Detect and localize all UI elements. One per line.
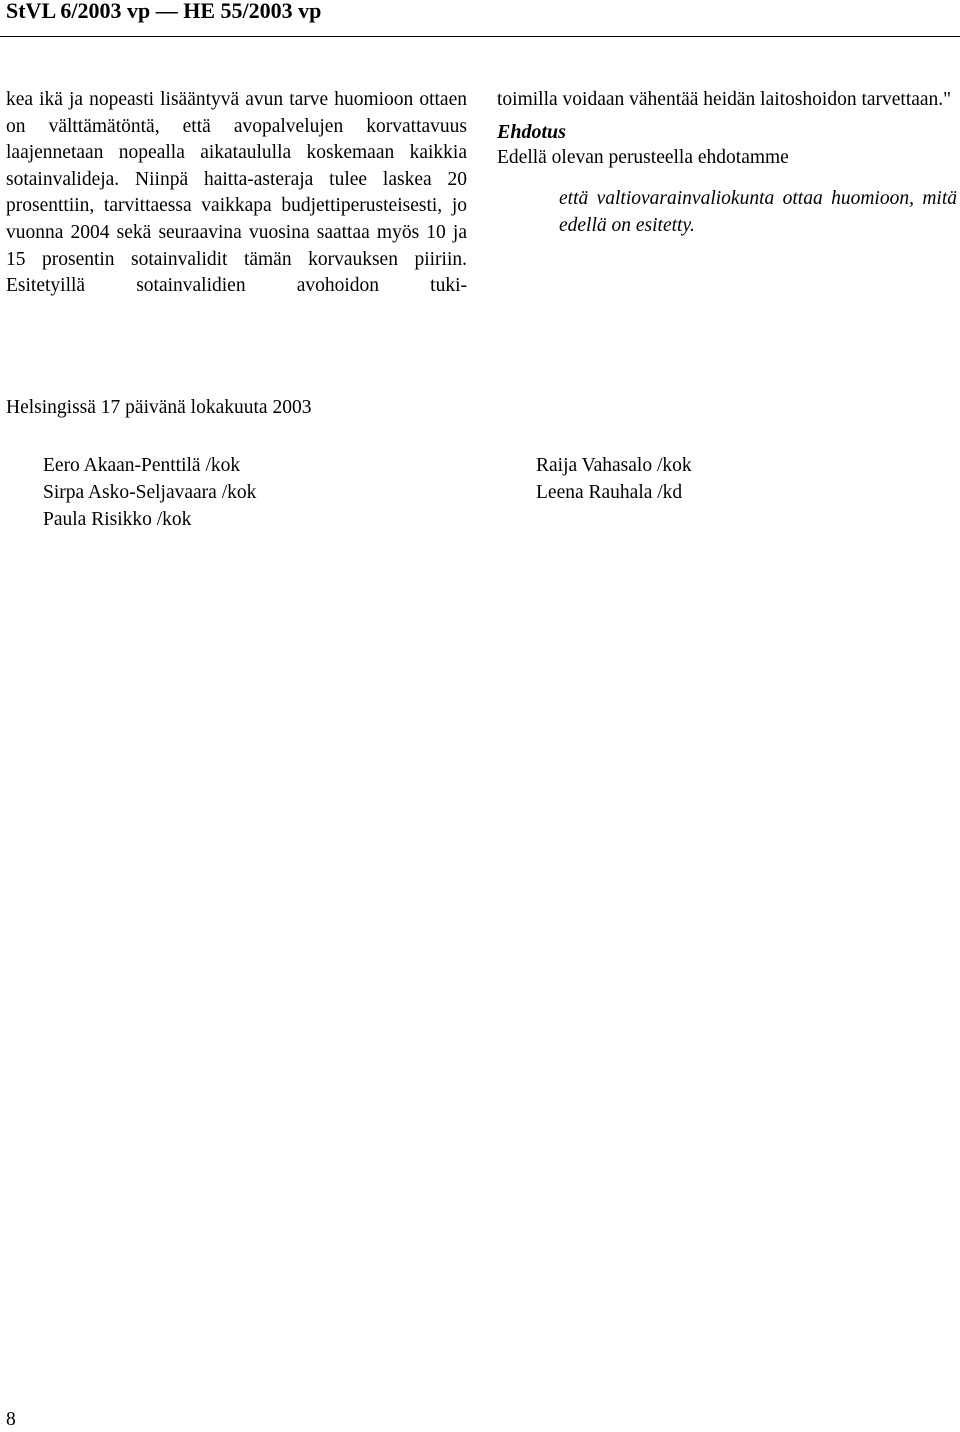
- signers-right-list: [536, 452, 692, 506]
- body-paragraph-left: kea ikä ja nopeasti lisääntyvä avun tarve huomioon ottaen on välttämätöntä, että avopalvelujen korvattavuus laajennetaan nopealla aikataululla koskemaan kaikkia sotainvalideja. Niinpä haitta-asteraja tulee laskea 20 prosenttiin, tarvittaessa vaikkapa budjettiperusteisesti, jo vuonna 2004 sekä seuraavina vuosina saattaa myös 10 ja 15 prosentin sotainvalidit tämän korvauksen piiriin. Esitetyillä sotainvalidien avohoidon tuki-: [6, 89, 467, 297]
- signer-name: Paula Risikko /kok: [43, 509, 192, 530]
- proposal-statement: että valtiovarainvaliokunta ottaa huomioon, mitä edellä on esitetty.: [559, 188, 957, 236]
- page-header-title: StVL 6/2003 vp — HE 55/2003 vp: [6, 0, 322, 23]
- signer-name: Raija Vahasalo /kok: [536, 455, 692, 476]
- left-column: [6, 87, 467, 300]
- signer-name: Sirpa Asko-Seljavaara /kok: [43, 482, 257, 503]
- signer-name: Leena Rauhala /kd: [536, 482, 683, 503]
- header-divider: [0, 36, 960, 37]
- page-number: 8: [6, 1409, 16, 1430]
- right-column: [497, 87, 957, 239]
- proposal-intro: Edellä olevan perusteella ehdotamme: [497, 146, 789, 168]
- signature-date-line: Helsingissä 17 päivänä lokakuuta 2003: [6, 397, 312, 418]
- signers-left-list: [43, 452, 256, 533]
- body-paragraph-continuation: toimilla voidaan vähentää heidän laitoshoidon tarvettaan.": [497, 89, 952, 110]
- signer-name: Eero Akaan-Penttilä /kok: [43, 455, 241, 476]
- section-heading-ehdotus: Ehdotus: [497, 120, 566, 143]
